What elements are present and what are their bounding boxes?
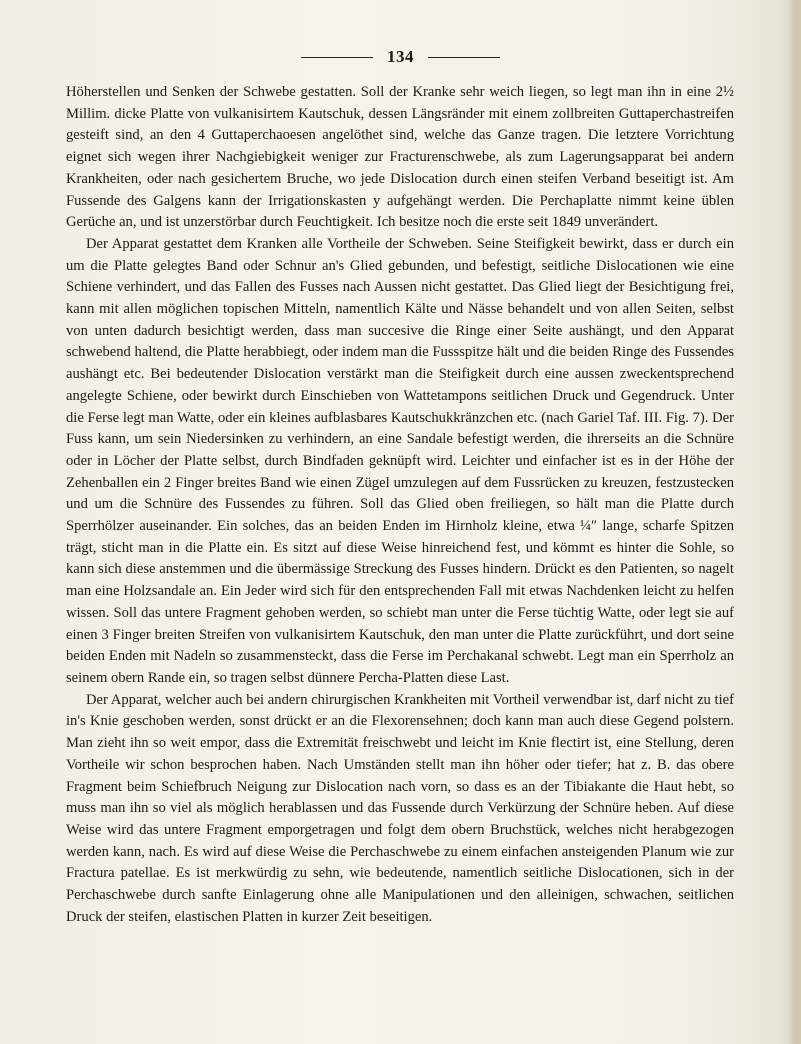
- header-rule-left: [301, 57, 373, 58]
- paragraph-2: Der Apparat gestattet dem Kranken alle Vortheile der Schweben. Seine Steifigkeit bewirkt, dass er durch ein um die Platte gelegtes Band oder Schnur an's Glied gebunden, und befestigt, seitliche Dislocationen wie eine Schiene verhindert, und das Fallen des Fusses nach Aussen nicht gestattet. Das Glied liegt der Besichtigung frei, kann mit allen möglichen topischen Mitteln, namentlich Kälte und Nässe behandelt und von allen Seiten, selbst von unten dadurch besichtigt werden, dass man succesive die Ringe einer Seite aushängt, und den Apparat schwebend haltend, die Platte herabbiegt, oder indem man die Fussspitze hält und die beiden Ringe des Fussendes aushängt etc. Bei bedeutender Dislocation verstärkt man die Steifigkeit durch eine aussen zweckentsprechend angelegte Schiene, oder bewirkt durch Einschieben von Wattetampons seitlichen Druck und Gegendruck. Unter die Ferse legt man Watte, oder ein kleines aufblasbares Kautschukkränzchen etc. (nach Gariel Taf. III. Fig. 7). Der Fuss kann, um sein Niedersinken zu verhindern, an eine Sandale befestigt werden, die ihrerseits an die Schnüre oder in Löcher der Platte selbst, durch Bindfaden geknüpft wird. Leichter und einfacher ist es in der Höhe der Zehenballen ein 2 Finger breites Band wie einen Zügel umzulegen auf dem Fussrücken zu kreuzen, festzustecken und um die Schnüre des Fussendes zu führen. Soll das Glied oben freiliegen, so hält man die Platte durch Sperrhölzer auseinander. Ein solches, das an beiden Enden im Hirnholz kleine, etwa ¼″ lange, scharfe Spitzen trägt, sticht man in die Platte ein. Es sitzt auf diese Weise hinreichend fest, und kömmt es hinter die Sohle, so kann sich diese anstemmen und die übermässige Streckung des Fusses hindern. Drückt es den Patienten, so nagelt man eine Holzsandale an. Ein Jeder wird sich für den entsprechenden Fall mit etwas Nachdenken leicht zu helfen wissen. Soll das untere Fragment gehoben werden, so schiebt man unter die Ferse tüchtig Watte, oder legt sie auf einen 3 Finger breiten Streifen von vulkanisirtem Kautschuk, den man unter die Platte zurückführt, und dort seine beiden Enden mit Nadeln so zusammensteckt, dass die Ferse im Perchakanal schwebt. Legt man ein Sperrholz an seinem obern Rande ein, so tragen selbst dünnere Percha-Platten diese Last.: [66, 235, 734, 686]
- paragraph-1: Höherstellen und Senken der Schwebe gestatten. Soll der Kranke sehr weich liegen, so legt man ihn in eine 2½ Millim. dicke Platte von vulkanisirtem Kautschuk, dessen Längsränder mit einem zollbreiten Guttaperchastreifen gesteift sind, an den 4 Guttaperchaoesen angelöthet sind, welche das Ganze tragen. Die letztere Vorrichtung eignet sich wegen ihrer Nachgiebigkeit weniger zur Fracturenschwebe, als zum Lagerungsapparat bei andern Krankheiten, oder nach gesichertem Bruche, wo jede Dislocation durch einen steifen Verband beseitigt ist. Am Fussende des Galgens kann der Irrigationskasten y aufgehängt werden. Die Perchaplatte nimmt keine üblen Gerüche an, und ist unzerstörbar durch Feuchtigkeit. Ich besitze noch die erste seit 1849 unverändert.: [66, 84, 734, 231]
- page-header: [0, 47, 801, 67]
- header-rule-right: [428, 57, 500, 58]
- page-edge-shadow: [787, 0, 801, 1044]
- paragraph-3: Der Apparat, welcher auch bei andern chirurgischen Krankheiten mit Vortheil verwendbar ist, darf nicht zu tief in's Knie geschoben werden, sonst drückt er an die Flexorensehnen; doch kann man auch diese Gegend polstern. Man zieht ihn so weit empor, dass die Extremität freischwebt und leicht im Knie flectirt ist, eine Stellung, deren Vortheile wir schon besprochen haben. Nach Umständen stellt man ihn höher oder tiefer; hat z. B. das obere Fragment beim Schiefbruch Neigung zur Dislocation nach vorn, so dass es an der Tibiakante die Haut hebt, so muss man ihn so viel als möglich herablassen und das Fussende durch Verkürzung der Schnüre heben. Auf diese Weise wird das untere Fragment emporgetragen und folgt dem obern Bruchstück, welches nicht herabgezogen werden kann, nach. Es wird auf diese Weise die Perchaschwebe zu einem einfachen ansteigenden Planum wie zur Fractura patellae. Es ist merkwürdig zu sehn, wie bedeutende, namentlich seitliche Dislocationen, sich in der Perchaschwebe durch sanfte Einlagerung ohne alle Manipulationen und den alleinigen, schwachen, seitlichen Druck der steifen, elastischen Platten in kurzer Zeit beseitigen.: [66, 691, 734, 925]
- body-text: [66, 82, 734, 928]
- page-number: 134: [387, 47, 414, 66]
